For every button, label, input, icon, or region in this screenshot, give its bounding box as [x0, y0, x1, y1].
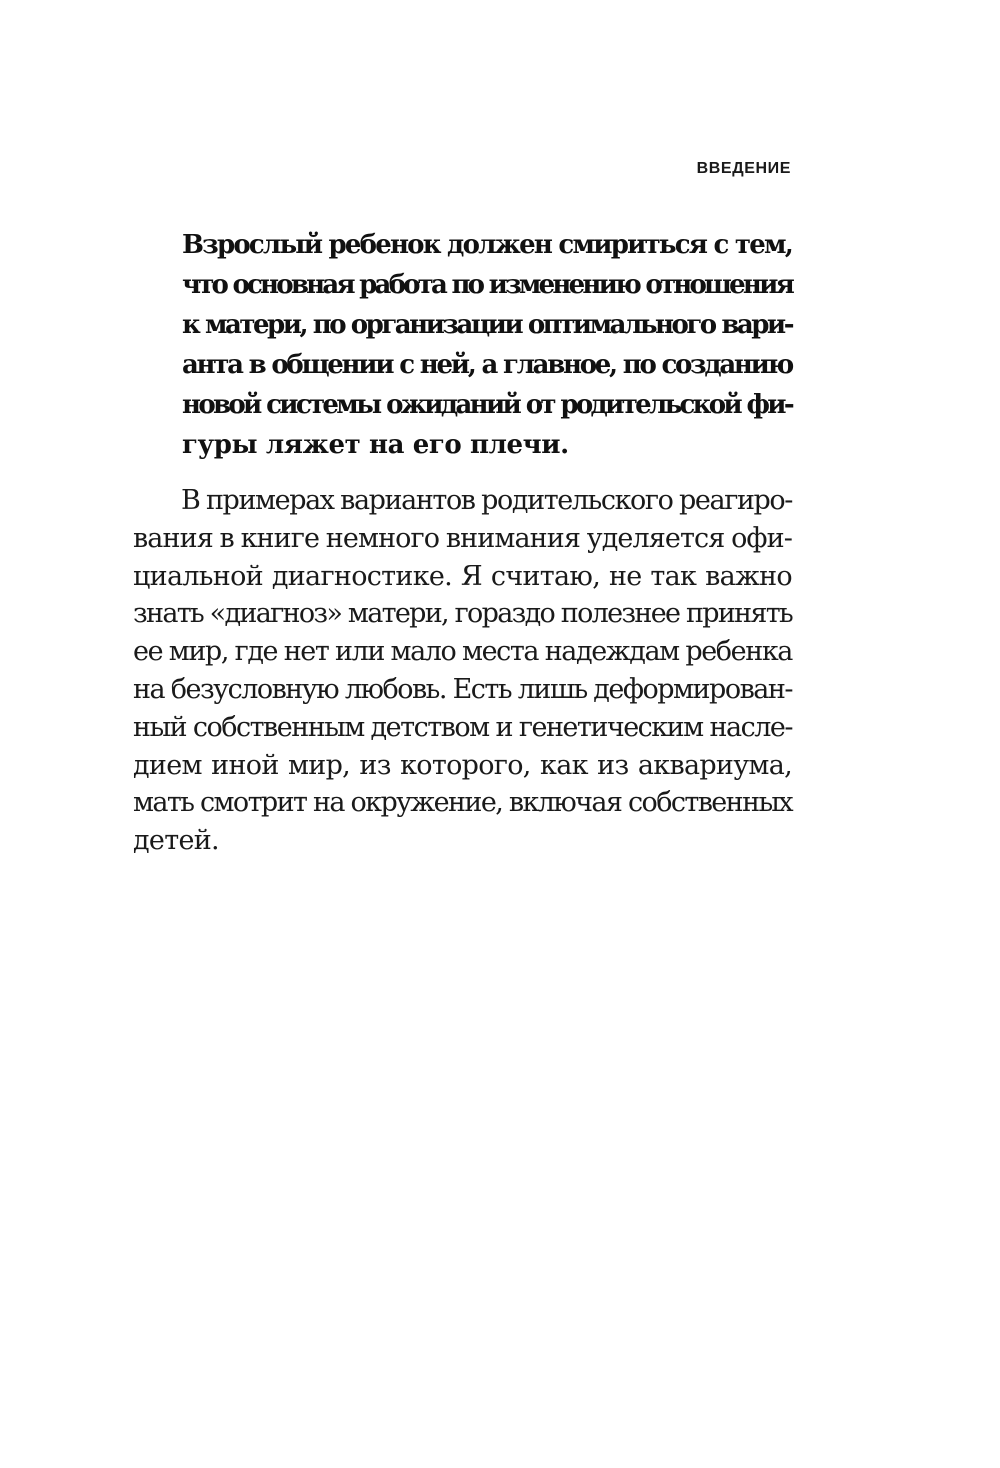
- pull-quote-line: Взрослый ребенок должен смириться с тем,: [182, 230, 792, 260]
- paragraph-line: детей.: [133, 825, 219, 857]
- paragraph-line: знать «диагноз» матери, гораздо полезнее принять: [133, 598, 792, 630]
- paragraph-line: ее мир, где нет или мало места надеждам ребенка: [133, 636, 792, 668]
- paragraph-line: мать смотрит на окружение, включая собственных: [133, 787, 792, 819]
- pull-quote: [182, 225, 792, 465]
- pull-quote-line: к матери, по организации оптимального вари-: [182, 310, 792, 340]
- body-paragraph: [133, 482, 792, 860]
- paragraph-line: ный собственным детством и генетическим насле-: [133, 711, 792, 743]
- paragraph-line: циальной диагностике. Я считаю, не так важно: [133, 560, 792, 592]
- paragraph-line: дием иной мир, из которого, как из аквариума,: [133, 749, 792, 781]
- pull-quote-line: анта в общении с ней, а главное, по созданию: [182, 350, 792, 380]
- paragraph-line: В примерах вариантов родительского реагиро-: [181, 485, 792, 516]
- pull-quote-line: новой системы ожиданий от родительской фи-: [182, 390, 792, 420]
- pull-quote-line: гуры ляжет на его плечи.: [182, 430, 569, 460]
- pull-quote-line: что основная работа по изменению отношения: [182, 270, 792, 300]
- paragraph-line: вания в книге немного внимания уделяется офи-: [133, 522, 792, 554]
- paragraph-line: на безусловную любовь. Есть лишь деформирован-: [133, 673, 792, 705]
- running-head: ВВЕДЕНИЕ: [696, 160, 791, 177]
